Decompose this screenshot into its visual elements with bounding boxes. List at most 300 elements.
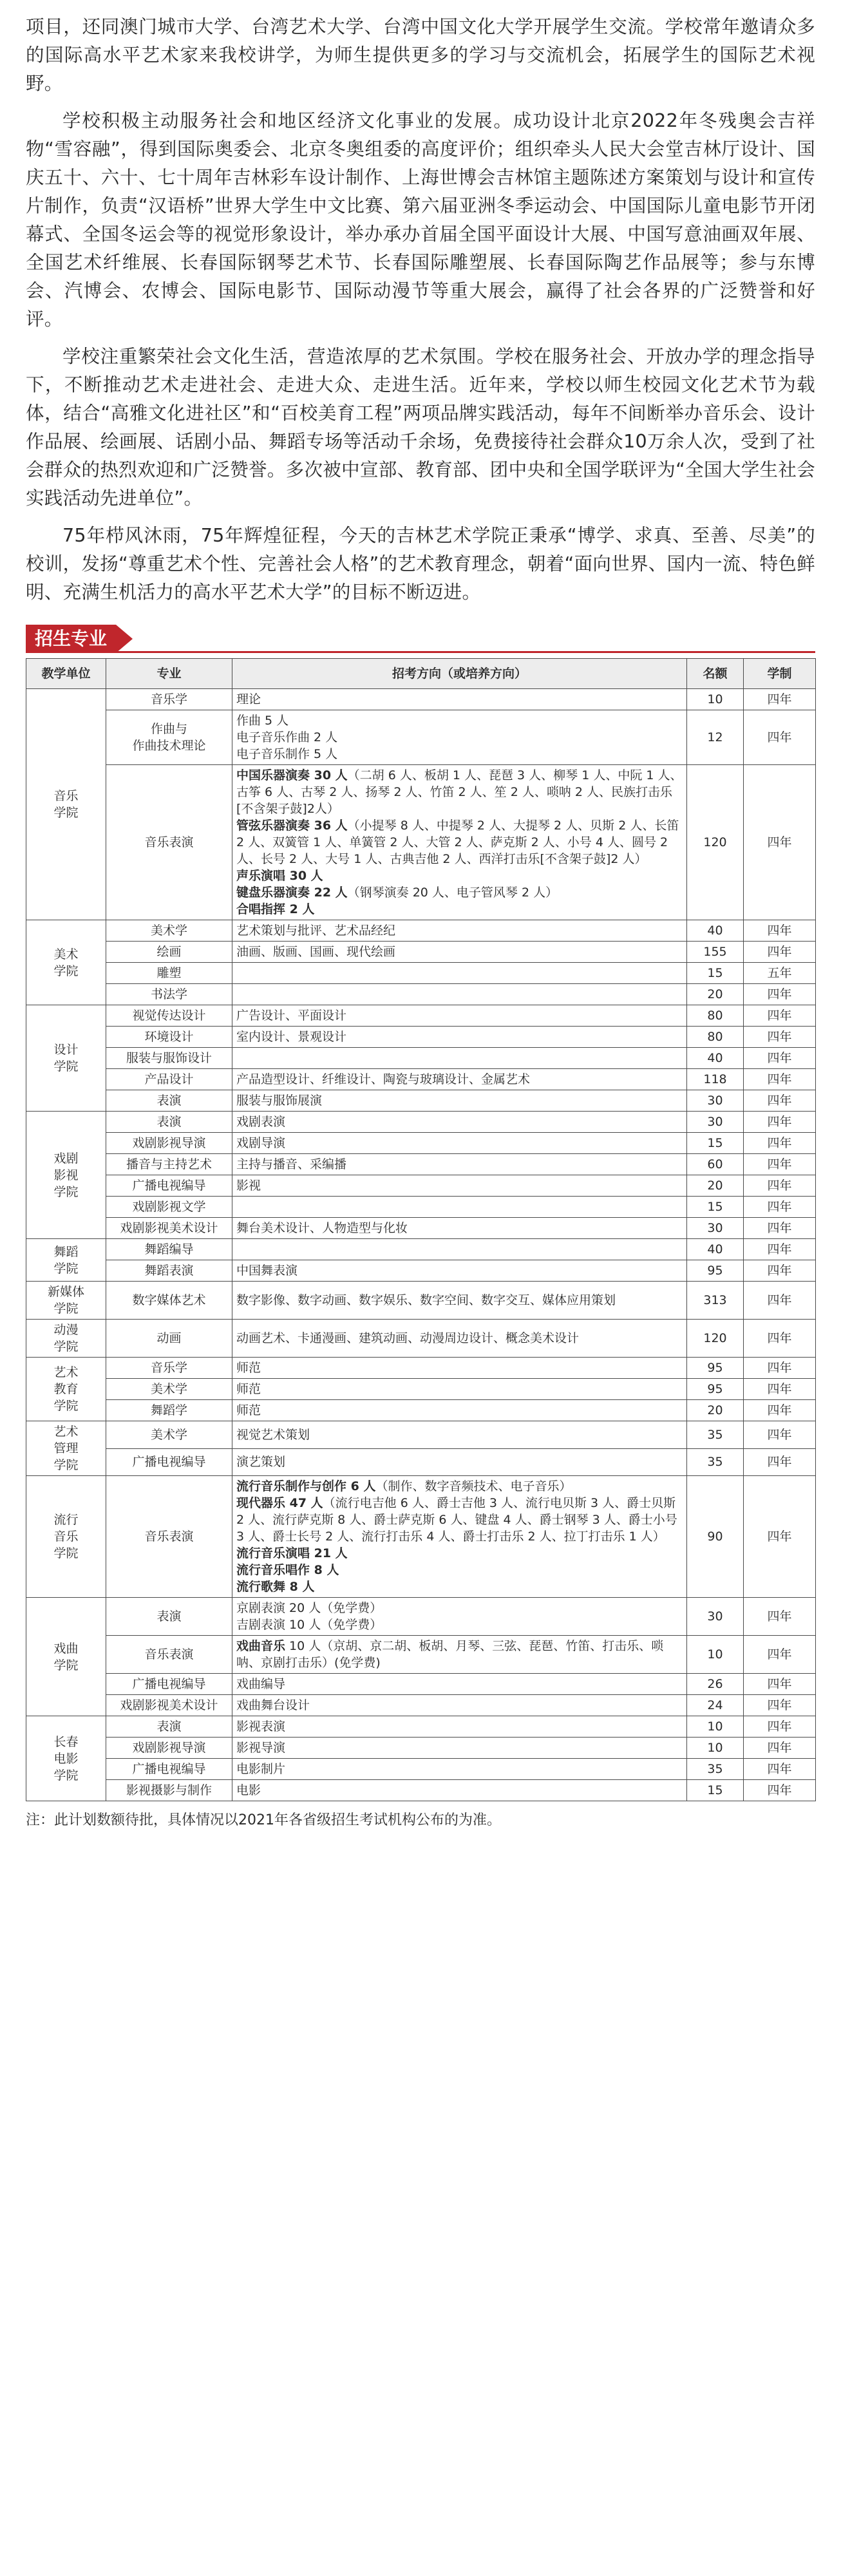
major-name: 戏剧影视导演: [132, 1136, 206, 1150]
dept-name-part: 音乐: [53, 789, 79, 803]
dept-name-part: 学院: [53, 1340, 79, 1354]
major-cell: [106, 710, 232, 765]
years-cell: 四年: [744, 1421, 816, 1449]
direction-line: [236, 1718, 683, 1735]
quota-cell: 120: [687, 1320, 744, 1358]
quota-cell: 95: [687, 1358, 744, 1379]
direction-text: 产品造型设计、纤维设计、陶瓷与玻璃设计、金属艺术: [236, 1072, 531, 1086]
years-cell: 四年: [744, 1320, 816, 1358]
dept-name-part: 学院: [53, 963, 79, 978]
major-cell: [106, 1780, 232, 1801]
years-cell: 四年: [744, 1133, 816, 1154]
header-dept: 教学单位: [26, 659, 106, 689]
direction-line: [236, 867, 683, 884]
major-cell: [106, 1260, 232, 1282]
direction-text: 电子音乐作曲 2 人: [236, 730, 338, 744]
quota-cell: 40: [687, 1048, 744, 1069]
major-cell: [106, 1112, 232, 1133]
major-name: 舞蹈学: [150, 1403, 187, 1417]
major-name: 戏剧影视文学: [132, 1200, 206, 1214]
quota-cell: 24: [687, 1695, 744, 1716]
direction-cell: [232, 1197, 687, 1218]
quota-cell: 155: [687, 942, 744, 963]
table-row: [26, 942, 816, 963]
major-name: 表演: [156, 1609, 182, 1624]
major-name: 广播电视编导: [132, 1179, 206, 1193]
quota-cell: 20: [687, 984, 744, 1005]
table-row: [26, 920, 816, 942]
major-cell: [106, 963, 232, 984]
table-row: [26, 1048, 816, 1069]
direction-text: （流行电吉他 6 人、爵士吉他 3 人、流行电贝斯 3 人、爵士贝斯 2 人、流行萨克斯 8 人、爵士萨克斯 6 人、键盘 4 人、爵士钢琴 3 人、爵士小号 3 人、爵士长号 2 人、流行打击乐 4 人、爵士打击乐 2 人、拉丁打击乐 1 人）: [236, 1496, 677, 1544]
direction-cell: [232, 1448, 687, 1476]
direction-bold: 现代器乐 47 人: [236, 1496, 323, 1510]
direction-line: [236, 1562, 683, 1578]
direction-text: 戏剧表演: [236, 1115, 286, 1129]
dept-cell: [26, 1598, 106, 1716]
direction-line: [236, 1028, 683, 1045]
table-row: [26, 710, 816, 765]
major-name: 产品设计: [144, 1072, 194, 1086]
dept-cell: [26, 1476, 106, 1598]
direction-cell: [232, 1112, 687, 1133]
direction-cell: [232, 1048, 687, 1069]
dept-name-part: 新媒体: [47, 1285, 84, 1299]
major-cell: [106, 1738, 232, 1759]
years-cell: 四年: [744, 710, 816, 765]
section-divider: [26, 651, 815, 653]
dept-name-part: 长春: [53, 1734, 79, 1749]
table-row: [26, 1400, 816, 1421]
table-row: [26, 689, 816, 710]
major-cell: [106, 1239, 232, 1260]
direction-text: 作曲 5 人: [236, 714, 289, 728]
dept-name-part: 艺术: [53, 1365, 79, 1379]
dept-cell: [26, 920, 106, 1005]
direction-text: 吉剧表演 10 人（免学费）: [236, 1618, 383, 1632]
years-cell: 四年: [744, 1759, 816, 1780]
years-cell: 四年: [744, 1636, 816, 1674]
direction-text: 数字影像、数字动画、数字娱乐、数字空间、数字交互、媒体应用策划: [236, 1293, 616, 1307]
major-name: 戏剧影视美术设计: [120, 1221, 218, 1235]
quota-cell: 10: [687, 1738, 744, 1759]
quota-cell: 20: [687, 1175, 744, 1197]
major-cell: [106, 1759, 232, 1780]
direction-cell: [232, 1780, 687, 1801]
major-cell: [106, 1358, 232, 1379]
years-cell: 四年: [744, 1175, 816, 1197]
major-cell: [106, 1379, 232, 1400]
direction-line: [236, 1545, 683, 1562]
direction-text: （制作、数字音频技术、电子音乐）: [375, 1479, 572, 1493]
direction-cell: [232, 1175, 687, 1197]
direction-cell: [232, 1027, 687, 1048]
major-name: 广播电视编导: [132, 1455, 206, 1470]
table-row: [26, 1027, 816, 1048]
years-cell: 四年: [744, 1358, 816, 1379]
dept-cell: [26, 1112, 106, 1239]
direction-cell: [232, 1716, 687, 1738]
direction-cell: [232, 1738, 687, 1759]
major-cell: [106, 765, 232, 920]
direction-line: [236, 817, 683, 867]
major-name: 美术学: [150, 923, 187, 938]
quota-cell: 20: [687, 1400, 744, 1421]
table-row: [26, 1218, 816, 1239]
direction-cell: [232, 1133, 687, 1154]
dept-name-part: 管理: [53, 1441, 79, 1455]
direction-cell: [232, 1358, 687, 1379]
quota-cell: 30: [687, 1598, 744, 1636]
direction-text: 戏曲编导: [236, 1677, 286, 1691]
years-cell: 四年: [744, 1239, 816, 1260]
dept-name-part: 学院: [53, 1399, 79, 1413]
dept-cell: [26, 1282, 106, 1320]
direction-cell: [232, 1282, 687, 1320]
intro-paragraph-1: 项目，还同澳门城市大学、台湾艺术大学、台湾中国文化大学开展学生交流。学校常年邀请众多的国际高水平艺术家来我校讲学，为师生提供更多的学习与交流机会，拓展学生的国际艺术视野。: [26, 16, 815, 94]
table-row: [26, 1320, 816, 1358]
direction-text: 中国舞表演: [236, 1264, 298, 1278]
quota-cell: 80: [687, 1005, 744, 1027]
years-cell: 四年: [744, 1112, 816, 1133]
direction-text: 师范: [236, 1382, 261, 1396]
direction-text: 戏曲舞台设计: [236, 1698, 310, 1712]
major-name: 环境设计: [144, 1030, 194, 1044]
direction-text: 师范: [236, 1361, 261, 1375]
direction-line: [236, 943, 683, 960]
dept-name-part: 学院: [53, 1546, 79, 1560]
direction-line: [236, 965, 683, 981]
major-cell: [106, 1069, 232, 1090]
direction-cell: [232, 689, 687, 710]
direction-text: 师范: [236, 1403, 261, 1417]
major-name: 音乐学: [150, 1361, 187, 1375]
years-cell: 四年: [744, 984, 816, 1005]
quota-cell: 35: [687, 1448, 744, 1476]
quota-cell: 40: [687, 920, 744, 942]
years-cell: 四年: [744, 689, 816, 710]
direction-line: [236, 1198, 683, 1215]
direction-line: [236, 1381, 683, 1397]
direction-line: [236, 729, 683, 746]
direction-cell: [232, 710, 687, 765]
major-cell: [106, 1218, 232, 1239]
major-cell: [106, 1090, 232, 1112]
direction-cell: [232, 1218, 687, 1239]
dept-name-part: 音乐: [53, 1530, 79, 1544]
major-name: 戏剧影视美术设计: [120, 1698, 218, 1712]
header-quota: 名额: [687, 659, 744, 689]
table-row: [26, 1716, 816, 1738]
direction-cell: [232, 1421, 687, 1449]
direction-cell: [232, 1320, 687, 1358]
major-name: 服装与服饰设计: [126, 1051, 212, 1065]
table-row: [26, 1476, 816, 1598]
major-cell: [106, 1320, 232, 1358]
direction-line: [236, 901, 683, 918]
major-name: 音乐表演: [144, 1530, 194, 1544]
direction-cell: [232, 942, 687, 963]
quota-cell: 15: [687, 963, 744, 984]
direction-line: [236, 767, 683, 817]
direction-cell: [232, 1069, 687, 1090]
major-name: 视觉传达设计: [132, 1009, 206, 1023]
direction-cell: [232, 1005, 687, 1027]
years-cell: 四年: [744, 765, 816, 920]
years-cell: 四年: [744, 1716, 816, 1738]
years-cell: 四年: [744, 1695, 816, 1716]
direction-line: [236, 1292, 683, 1309]
table-header-row: [26, 659, 816, 689]
direction-text: 影视: [236, 1179, 261, 1193]
dept-cell: [26, 1239, 106, 1282]
table-row: [26, 1695, 816, 1716]
direction-text: 电影制片: [236, 1762, 286, 1776]
direction-cell: [232, 765, 687, 920]
direction-line: [236, 691, 683, 708]
direction-line: [236, 1478, 683, 1495]
direction-text: （钢琴演奏 20 人、电子管风琴 2 人）: [347, 886, 558, 900]
table-row: [26, 963, 816, 984]
direction-line: [236, 1616, 683, 1633]
dept-name-part: 学院: [53, 1458, 79, 1472]
dept-name-part: 美术: [53, 947, 79, 961]
direction-text: 10 人（京胡、京二胡、板胡、月琴、三弦、琵琶、竹笛、打击乐、唢呐、京剧打击乐）(免学费): [236, 1639, 664, 1670]
direction-text: 京剧表演 20 人（免学费）: [236, 1601, 383, 1615]
section-header: [26, 625, 815, 653]
table-row: [26, 1175, 816, 1197]
quota-cell: 40: [687, 1239, 744, 1260]
table-row: [26, 1154, 816, 1175]
direction-line: [236, 884, 683, 901]
table-row: [26, 1780, 816, 1801]
direction-line: [236, 1426, 683, 1443]
major-name: 美术学: [150, 1427, 187, 1442]
table-row: [26, 1738, 816, 1759]
major-name: 雕塑: [156, 966, 182, 980]
table-body: [26, 689, 816, 1801]
direction-text: （二胡 6 人、板胡 1 人、琵琶 3 人、柳琴 1 人、中阮 1 人、古筝 6 人、古琴 2 人、扬琴 2 人、竹笛 2 人、笙 2 人、唢呐 2 人、民族打击乐[不含架子鼓]2人）: [236, 768, 683, 816]
direction-text: 动画艺术、卡通漫画、建筑动画、动漫周边设计、概念美术设计: [236, 1331, 580, 1345]
direction-text: 理论: [236, 692, 261, 706]
table-row: [26, 1282, 816, 1320]
major-name: 广播电视编导: [132, 1677, 206, 1691]
dept-name-part: 戏剧: [53, 1151, 79, 1166]
direction-cell: [232, 1636, 687, 1674]
direction-text: 视觉艺术策划: [236, 1427, 310, 1442]
years-cell: 四年: [744, 1154, 816, 1175]
dept-name-part: 舞蹈: [53, 1244, 79, 1259]
major-cell: [106, 1448, 232, 1476]
quota-cell: 30: [687, 1112, 744, 1133]
dept-name-part: 学院: [53, 1261, 79, 1276]
table-row: [26, 1379, 816, 1400]
table-row: [26, 1448, 816, 1476]
dept-cell: [26, 1320, 106, 1358]
direction-line: [236, 1454, 683, 1470]
quota-cell: 118: [687, 1069, 744, 1090]
years-cell: 四年: [744, 920, 816, 942]
direction-text: 影视表演: [236, 1719, 286, 1734]
major-name: 表演: [156, 1094, 182, 1108]
dept-name-part: 动漫: [53, 1323, 79, 1337]
quota-cell: 35: [687, 1421, 744, 1449]
direction-text: 戏剧导演: [236, 1136, 286, 1150]
direction-line: [236, 1262, 683, 1279]
dept-cell: [26, 1421, 106, 1476]
dept-name-part: 学院: [53, 806, 79, 820]
direction-line: [236, 1638, 683, 1671]
major-cell: [106, 1282, 232, 1320]
dept-name-part: 艺术: [53, 1425, 79, 1439]
direction-line: [236, 1113, 683, 1130]
table-row: [26, 1112, 816, 1133]
table-row: [26, 1358, 816, 1379]
quota-cell: 10: [687, 689, 744, 710]
major-cell: [106, 942, 232, 963]
direction-cell: [232, 920, 687, 942]
direction-line: [236, 1220, 683, 1236]
table-row: [26, 1674, 816, 1695]
table-row: [26, 1759, 816, 1780]
major-cell: [106, 1154, 232, 1175]
years-cell: 四年: [744, 1674, 816, 1695]
years-cell: 四年: [744, 1448, 816, 1476]
years-cell: 四年: [744, 1090, 816, 1112]
major-cell: [106, 1005, 232, 1027]
major-cell: [106, 1048, 232, 1069]
intro-paragraph-2: 学校积极主动服务社会和地区经济文化事业的发展。成功设计北京2022年冬残奥会吉祥物“雪容融”，得到国际奥委会、北京冬奥组委的高度评价；组织牵头人民大会堂吉林厅设计、国庆五十、六十、七十周年吉林彩车设计制作、上海世博会吉林馆主题陈述方案策划与设计和宣传片制作，负责“汉语桥”世界大学生中文比赛、第六届亚洲冬季运动会、中国国际儿童电影节开闭幕式、全国冬运会等的视觉形象设计，举办承办首届全国平面设计大展、中国写意油画双年展、全国艺术纤维展、长春国际钢琴艺术节、长春国际雕塑展、长春国际陶艺作品展等；参与东博会、汽博会、农博会、国际电影节、国际动漫节等重大展会，赢得了社会各界的广泛赞誉和好评。: [26, 110, 815, 330]
table-row: [26, 1598, 816, 1636]
direction-line: [236, 1071, 683, 1088]
table-row: [26, 1421, 816, 1449]
direction-line: [236, 1359, 683, 1376]
quota-cell: 12: [687, 710, 744, 765]
direction-bold: 中国乐器演奏 30 人: [236, 768, 348, 782]
major-name: 数字媒体艺术: [132, 1293, 206, 1307]
footnote: 注：此计划数额待批，具体情况以2021年各省级招生考试机构公布的为准。: [26, 1812, 501, 1828]
years-cell: 四年: [744, 1048, 816, 1069]
years-cell: 四年: [744, 1282, 816, 1320]
major-name: 广播电视编导: [132, 1762, 206, 1776]
major-cell: [106, 1027, 232, 1048]
table-row: [26, 984, 816, 1005]
years-cell: 四年: [744, 1260, 816, 1282]
quota-cell: 15: [687, 1780, 744, 1801]
major-cell: [106, 1695, 232, 1716]
quota-cell: 313: [687, 1282, 744, 1320]
major-cell: [106, 984, 232, 1005]
quota-cell: 10: [687, 1636, 744, 1674]
direction-text: 演艺策划: [236, 1455, 286, 1470]
table-row: [26, 1069, 816, 1090]
major-cell: [106, 1421, 232, 1449]
direction-cell: [232, 984, 687, 1005]
major-cell: [106, 1175, 232, 1197]
quota-cell: 15: [687, 1197, 744, 1218]
direction-text: 电子音乐制作 5 人: [236, 747, 338, 761]
direction-bold: 流行音乐演唱 21 人: [236, 1546, 348, 1560]
direction-bold: 戏曲音乐: [236, 1639, 286, 1653]
dept-cell: [26, 689, 106, 920]
table-row: [26, 1005, 816, 1027]
major-name: 戏剧影视导演: [132, 1741, 206, 1755]
major-name: 美术学: [150, 1382, 187, 1396]
dept-name-part: 影视: [53, 1168, 79, 1182]
dept-name-part: 学院: [53, 1184, 79, 1199]
direction-line: [236, 1697, 683, 1714]
direction-bold: 管弦乐器演奏 36 人: [236, 819, 348, 833]
years-cell: 四年: [744, 1738, 816, 1759]
direction-text: 电影: [236, 1783, 261, 1797]
quota-cell: 90: [687, 1476, 744, 1598]
major-cell: [106, 1197, 232, 1218]
direction-line: [236, 1241, 683, 1258]
major-name: 舞蹈表演: [144, 1264, 194, 1278]
direction-line: [236, 1330, 683, 1347]
major-name: 表演: [156, 1115, 182, 1129]
dept-name-part: 教育: [53, 1382, 79, 1396]
direction-text: 服装与服饰展演: [236, 1094, 323, 1108]
years-cell: 四年: [744, 1197, 816, 1218]
direction-text: 舞台美术设计、人物造型与化妆: [236, 1221, 408, 1235]
table-row: [26, 1090, 816, 1112]
years-cell: 四年: [744, 1218, 816, 1239]
major-cell: [106, 1598, 232, 1636]
dept-cell: [26, 1005, 106, 1112]
major-cell: [106, 1716, 232, 1738]
direction-text: 油画、版画、国画、现代绘画: [236, 945, 396, 959]
direction-line: [236, 1578, 683, 1595]
direction-cell: [232, 1379, 687, 1400]
intro-text: [26, 13, 815, 607]
years-cell: 四年: [744, 1476, 816, 1598]
direction-cell: [232, 1598, 687, 1636]
direction-line: [236, 922, 683, 939]
direction-text: 室内设计、景观设计: [236, 1030, 347, 1044]
header-direction: 招考方向（或培养方向）: [232, 659, 687, 689]
table-row: [26, 1197, 816, 1218]
direction-line: [236, 1402, 683, 1419]
major-name: 音乐表演: [144, 1647, 194, 1662]
dept-cell: [26, 1716, 106, 1801]
dept-name-part: 学院: [53, 1059, 79, 1074]
direction-cell: [232, 1695, 687, 1716]
years-cell: 四年: [744, 1400, 816, 1421]
major-name: 绘画: [156, 945, 182, 959]
direction-cell: [232, 1400, 687, 1421]
quota-cell: 60: [687, 1154, 744, 1175]
dept-name-part: 流行: [53, 1513, 79, 1527]
intro-paragraph-3: 学校注重繁荣社会文化生活，营造浓厚的艺术氛围。学校在服务社会、开放办学的理念指导下，不断推动艺术走进社会、走进大众、走进生活。近年来，学校以师生校园文化艺术节为载体，结合“高雅文化进社区”和“百校美育工程”两项品牌实践活动，每年不间断举办音乐会、设计作品展、绘画展、话剧小品、舞蹈专场等活动千余场，免费接待社会群众10万余人次，受到了社会群众的热烈欢迎和广泛赞誉。多次被中宣部、教育部、团中央和全国学联评为“全国大学生社会实践活动先进单位”。: [26, 346, 815, 509]
major-cell: [106, 1636, 232, 1674]
direction-line: [236, 1007, 683, 1024]
major-cell: [106, 1476, 232, 1598]
dept-name-part: 电影: [53, 1751, 79, 1766]
major-cell: [106, 1133, 232, 1154]
years-cell: 四年: [744, 942, 816, 963]
direction-line: [236, 1050, 683, 1066]
years-cell: 四年: [744, 1379, 816, 1400]
quota-cell: 80: [687, 1027, 744, 1048]
direction-bold: 键盘乐器演奏 22 人: [236, 886, 348, 900]
major-name: 作曲与 作曲技术理论: [132, 722, 206, 753]
quota-cell: 120: [687, 765, 744, 920]
direction-cell: [232, 963, 687, 984]
table-row: [26, 1239, 816, 1260]
table-row: [26, 1636, 816, 1674]
direction-line: [236, 1761, 683, 1777]
